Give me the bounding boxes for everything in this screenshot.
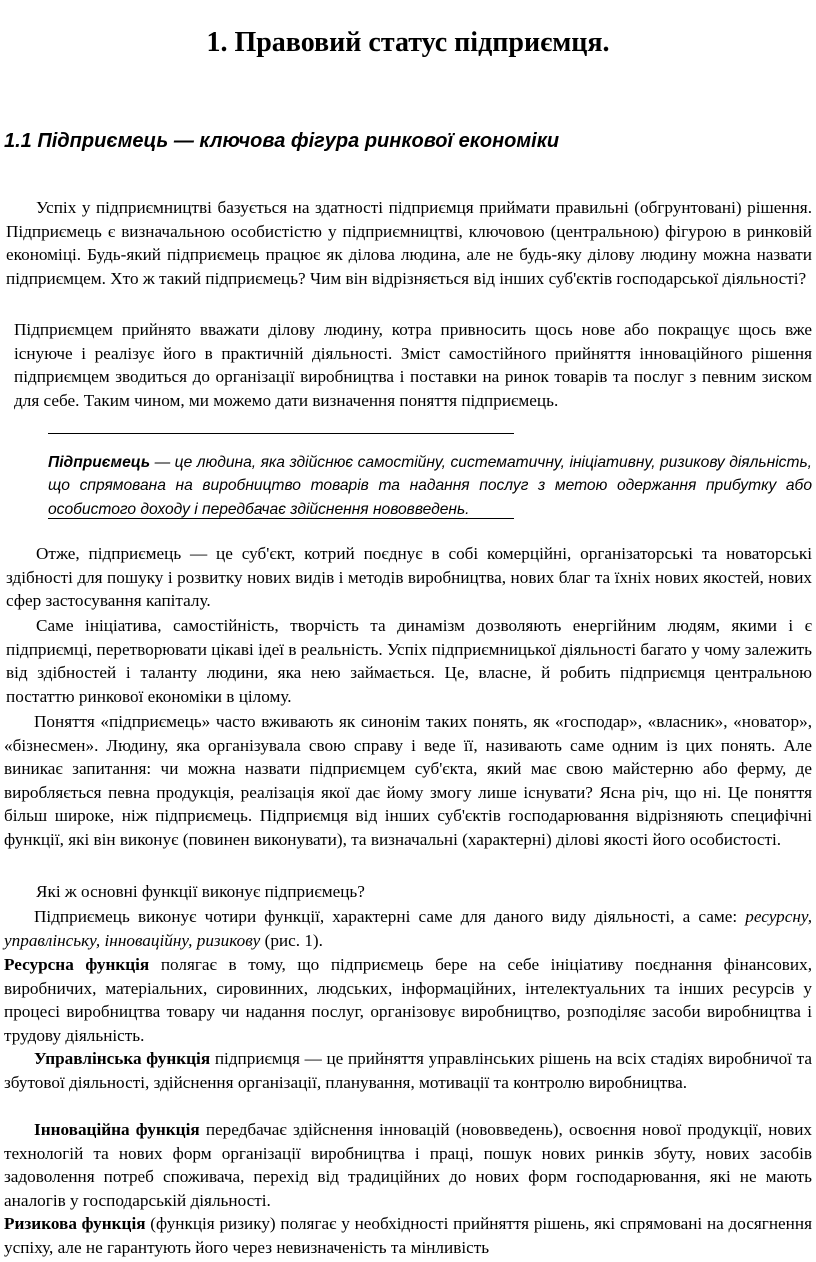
four-functions-lead: Підприємець виконує чотири функції, характерні саме для даного виду діяльності, а саме: [34,907,746,926]
management-function-text: підприємця — це прийняття управлінських рішень на всіх стадіях виробничої та збутової діяльності, здійснення організації, планування, мотивації та контролю виробництва. [4,1049,812,1092]
innovation-function-term: Інноваційна функція [34,1120,200,1139]
paragraph-four-functions [4,905,812,952]
paragraph-question: Які ж основні функції виконує підприємець? [36,882,365,901]
resource-function-term: Ресурсна функція [4,955,150,974]
risk-function-text: (функція ризику) полягає у необхідності прийняття рішень, які спрямовані на досягнення успіху, але не гарантують його через невизначеність та мінливість [4,1214,812,1257]
paragraph-resource-function [4,953,812,1047]
paragraph-management-function [4,1047,812,1094]
definition-body: — це людина, яка здійснює самостійну, систематичну, ініціативну, ризикову діяльність, що спрямована на виробництво товарів та надання послуг з метою одержання прибутку або особистого доходу і передбачає здійснення нововведень. [48,454,812,518]
paragraph-initiative: Саме ініціатива, самостійність, творчість та динамізм дозволяють енергійним людям, якими і є підприємці, перетворювати цікаві ідеї в реальність. Успіх підприємницької діяльності багато у чому залежить від здібностей і таланту людини, яка нею займається. Це, власне, й робить підприємця центральною постаттю ринкової економіки в цілому. [6,616,812,706]
page-title: 1. Правовий статус підприємця. [206,27,610,58]
management-function-term: Управлінська функція [34,1049,211,1068]
paragraph-entrepreneur-concept: Підприємцем прийнято вважати ділову людину, котра привносить щось нове або покращує щось вже існуюче і реалізує його в практичній діяльності. Зміст самостійного прийняття інноваційного рішення підприємцем зводиться до організації виробництва і поставки на ринок товарів та послуг з певним зиском для себе. Таким чином, ми можемо дати визначення поняття підприємець. [14,320,812,410]
definition-text [48,451,812,521]
definition-bottom-rule [48,518,514,519]
resource-function-text: полягає в тому, що підприємець бере на себе ініціативу поєднання фінансових, виробничих, матеріальних, сировинних, людських, інформаційних, інтелектуальних та інших ресурсів у процесі виробництва товару чи надання послуг, організовує виробництво, розподіляє засоби виробництва і трудову діяльність. [4,955,812,1045]
innovation-function-text: передбачає здійснення інновацій (нововведень), освоєння нової продукції, нових технологій та нових форм організації виробництва і праці, пошук нових ринків збуту, нових засобів задоволення потреб споживача, перехід від традиційних до нових форм господарювання, які не мають аналогів у господарській діяльності. [4,1120,812,1210]
four-functions-tail: (рис. 1). [260,930,323,950]
definition-term: Підприємець [48,454,151,471]
paragraph-intro: Успіх у підприємництві базується на здатності підприємця приймати правильні (обгрунтовані) рішення. Підприємець є визначальною особистістю у підприємництві, ключовою (центральною) фігурою в ринковій економіці. Будь-який підприємець працює як ділова людина, але не будь-яку ділову людину можна назвати підприємцем. Хто ж такий підприємець? Чим він відрізняється від інших суб'єктів господарської діяльності? [6,198,812,288]
definition-box [48,433,812,521]
risk-function-term: Ризикова функція [4,1214,146,1233]
four-functions-list: ресурсну, управлінську, інноваційну, ризикову [4,907,812,950]
paragraph-subject: Отже, підприємець — це суб'єкт, котрий поєднує в собі комерційні, організаторські та новаторські здібності для пошуку і розвитку нових видів і методів виробництва, нових благ та їхніх нових якостей, нових сфер застосування капіталу. [6,544,812,611]
paragraph-synonyms: Поняття «підприємець» часто вживають як синонім таких понять, як «господар», «власник», «новатор», «бізнесмен». Людину, яка організувала свою справу і веде її, називають саме одним із цих понять. Але виникає запитання: чи можна назвати підприємцем суб'єкта, який має свою майстерню або ферму, де виробляється певна продукція, реалізація якої дає йому змогу лише існувати? Ясна річ, що ні. Це поняття більш широке, ніж підприємець. Підприємця від інших суб'єктів господарювання відрізняють специфічні функції, які він виконує (повинен виконувати), та визначальні (характерні) ділові якості його особистості. [4,712,812,849]
paragraph-innovation-function [4,1118,812,1212]
section-subtitle: 1.1 Підприємець — ключова фігура ринкової економіки [4,130,560,152]
paragraph-risk-function [4,1212,812,1259]
